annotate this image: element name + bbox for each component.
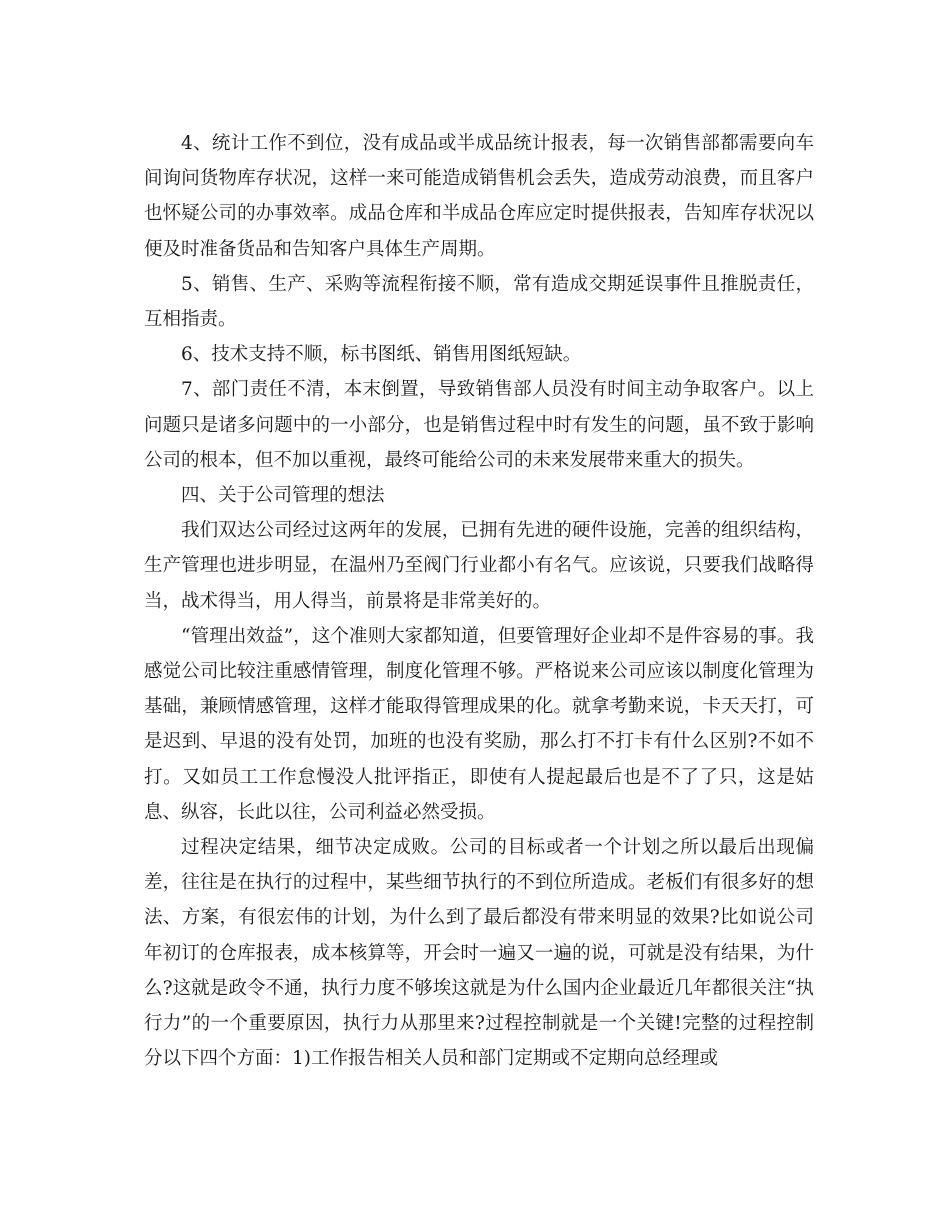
paragraph-item-6: 6、技术支持不顺，标书图纸、销售用图纸短缺。 xyxy=(181,344,582,366)
paragraph-company-development: 我们双达公司经过这两年的发展，已拥有先进的硬件设施，完善的组织结构，生产管理也进步明显，在温州乃至阀门行业都小有名气。应该说，只要我们战略得当，战术得当，用人得当，前景将是非常美好的。 xyxy=(144,520,814,612)
paragraph-management-benefit: “管理出效益”，这个准则大家都知道，但要管理好企业却不是件容易的事。我感觉公司比较注重感情管理，制度化管理不够。严格说来公司应该以制度化管理为基础，兼顾情感管理，这样才能取得管理成果的化。就拿考勤来说，卡天天打，可是迟到、早退的没有处罚，加班的也没有奖励，那么打不打卡有什么区别?不如不打。又如员工工作怠慢没人批评指正，即使有人提起最后也是不了了只，这是姑息、纵容，长此以往，公司利益必然受损。 xyxy=(144,625,814,823)
document-body xyxy=(144,126,814,1076)
section-heading: 四、关于公司管理的想法 xyxy=(181,485,385,507)
paragraph-item-5: 5、销售、生产、采购等流程衔接不顺，常有造成交期延误事件且推脱责任，互相指责。 xyxy=(144,273,814,331)
paragraph-item-4: 4、统计工作不到位，没有成品或半成品统计报表，每一次销售部都需要向车间询问货物库存状况，这样一来可能造成销售机会丢失，造成劳动浪费，而且客户也怀疑公司的办事效率。成品仓库和半成品仓库应定时提供报表，告知库存状况以便及时准备货品和告知客户具体生产周期。 xyxy=(144,133,814,260)
paragraph-process-control: 过程决定结果，细节决定成败。公司的目标或者一个计划之所以最后出现偏差，往往是在执行的过程中，某些细节执行的不到位所造成。老板们有很多好的想法、方案，有很宏伟的计划，为什么到了最后都没有带来明显的效果?比如说公司年初订的仓库报表，成本核算等，开会时一遍又一遍的说，可就是没有结果，为什么?这就是政令不通，执行力度不够埃这就是为什么国内企业最近几年都很关注“执行力”的一个重要原因，执行力从那里来?过程控制就是一个关键!完整的过程控制分以下四个方面：1)工作报告相关人员和部门定期或不定期向总经理或 xyxy=(144,837,814,1070)
paragraph-item-7: 7、部门责任不清，本末倒置，导致销售部人员没有时间主动争取客户。以上问题只是诸多问题中的一小部分，也是销售过程中时有发生的问题，虽不致于影响公司的根本，但不加以重视，最终可能给公司的未来发展带来重大的损失。 xyxy=(144,379,814,471)
